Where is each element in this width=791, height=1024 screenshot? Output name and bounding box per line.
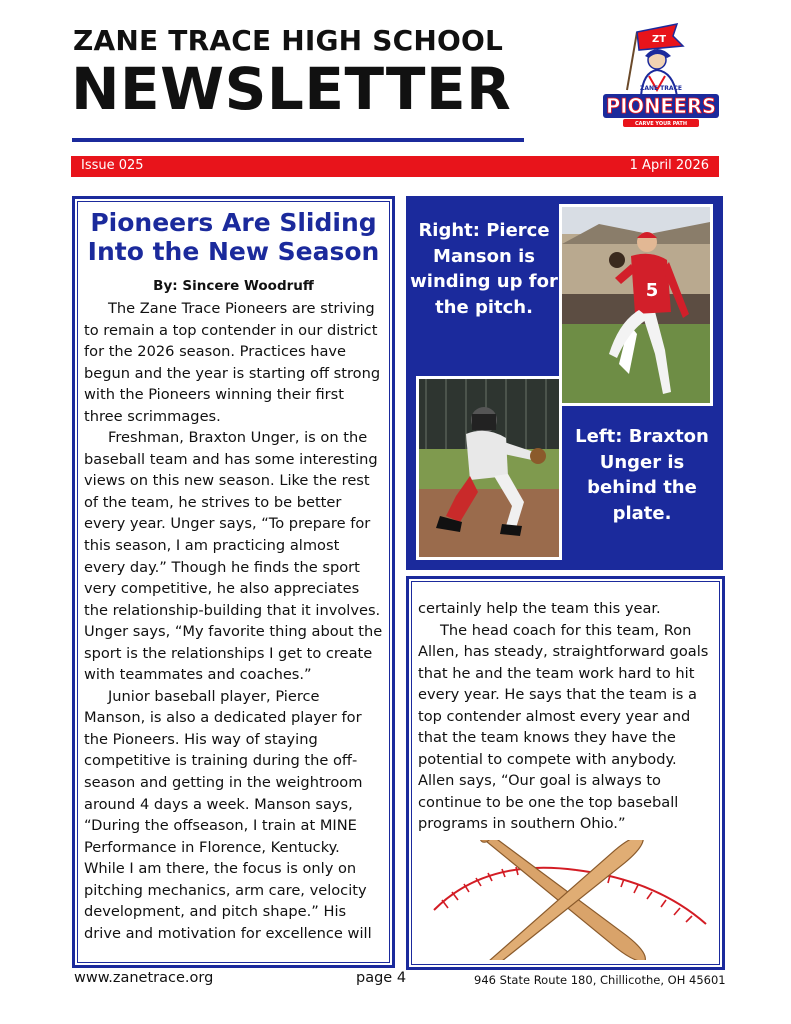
article-byline: By: Sincere Woodruff: [153, 278, 314, 294]
headline-line-2: Into the New Season: [87, 237, 380, 266]
newsletter-title: NEWSLETTER: [71, 55, 512, 123]
continuation-text: [412, 582, 719, 835]
article-paragraph: Junior baseball player, Pierce Manson, is also a dedicated player for the Pioneers. His way of staying competitive is training during the off-season and getting in the weightroom around 4 days a week. Manson says, “During the offseason, I train at MINE Performance in Florence, Kentucky. While I am there, the focus is only on pitching mechanics, arm care, velocity development, and pitch shape.” His drive and motivation for excellence will: [84, 687, 372, 942]
catcher-photo: [416, 376, 562, 560]
article-paragraph: Freshman, Braxton Unger, is on the baseball team and has some interesting views on this new season. Like the rest of the team, he strives to be better every year. Unger says, “To prepare for this season, I am practicing almost every day.” Though he finds the sport very competitive, he also appreciates the relationship-building that it involves. Unger says, “My favorite thing about the sport is the relationships I get to create with teammates and coaches.”: [84, 429, 383, 684]
logo-subtext: ZANE TRACE: [639, 85, 683, 92]
pitcher-photo: [559, 204, 713, 406]
logo-tagline: CARVE YOUR PATH: [634, 121, 688, 127]
article-body: [78, 298, 389, 944]
title-divider: [72, 138, 524, 142]
footer-page-number: page 4: [356, 970, 407, 986]
headline-line-1: Pioneers Are Sliding: [90, 208, 377, 237]
crossed-bats-illustration: [426, 840, 710, 960]
caption-right: Right: Pierce Manson is winding up for the pitch.: [410, 220, 558, 318]
school-name: ZANE TRACE HIGH SCHOOL: [73, 24, 504, 57]
footer-address: 946 State Route 180, Chillicothe, OH 45601: [474, 973, 726, 987]
photo-panel: [406, 196, 723, 570]
article-paragraph: The Zane Trace Pioneers are striving to remain a top contender in our district for the 2026 season. Practices have begun and the year is starting off strong with the Pioneers winning their first three scrimmages.: [84, 300, 381, 425]
issue-bar: [71, 156, 719, 177]
issue-date: 1 April 2026: [629, 158, 709, 173]
pitcher-number: 5: [645, 280, 659, 301]
article-box: [72, 196, 395, 968]
article-headline: [78, 208, 389, 266]
logo-flag-text: ZT: [651, 34, 667, 45]
continuation-paragraph: certainly help the team this year.: [418, 600, 661, 617]
continuation-paragraph: The head coach for this team, Ron Allen, has steady, straightforward goals that he and the team work hard to hit every year. He says that the team is a top contender almost every year and that the team knows they have the potential to compete with anybody. Allen says, “Our goal is always to continue to be one the top baseball programs in southern Ohio.”: [418, 621, 709, 833]
continuation-box: [406, 576, 725, 970]
pioneers-logo: [597, 20, 725, 130]
issue-number: Issue 025: [81, 158, 144, 173]
footer-website[interactable]: www.zanetrace.org: [74, 970, 214, 986]
logo-wordmark: PIONEERS: [606, 94, 716, 118]
caption-left: Left: Braxton Unger is behind the plate.: [575, 426, 709, 524]
